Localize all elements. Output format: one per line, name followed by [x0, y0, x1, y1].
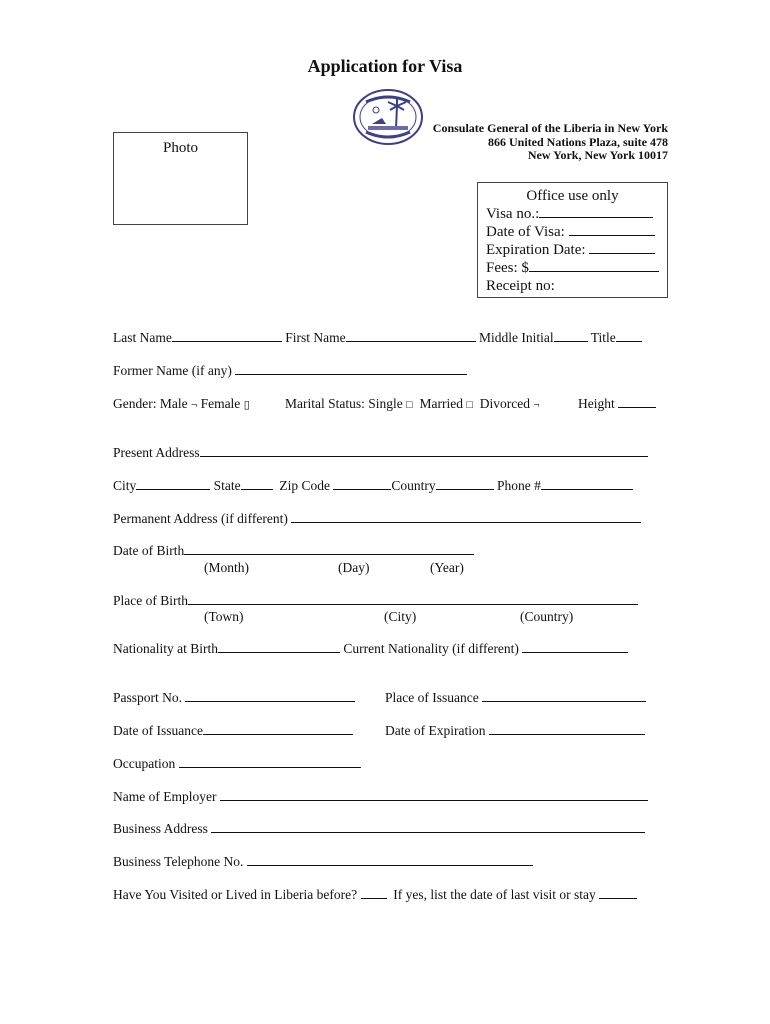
place-of-birth-field[interactable] [188, 593, 638, 605]
date-of-birth-row [113, 543, 474, 559]
business-telephone-label: Business Telephone No. [113, 854, 244, 869]
middle-initial-label: Middle Initial [478, 330, 554, 345]
consulate-address-line2: New York, New York 10017 [527, 148, 668, 162]
passport-no-field[interactable] [185, 690, 355, 702]
business-address-label: Business Address [113, 821, 208, 836]
visa-no-field[interactable] [539, 206, 653, 218]
photo-box[interactable] [113, 132, 248, 225]
consulate-info [380, 122, 668, 163]
last-name-field[interactable] [172, 330, 282, 342]
business-address-row [113, 821, 645, 837]
permanent-address-label: Permanent Address (if different) [113, 511, 288, 526]
marital-status-label: Marital Status: Single [285, 396, 403, 411]
title-label: Title [590, 330, 616, 345]
date-of-visa-line [486, 224, 655, 241]
receipt-no-label: Receipt no: [486, 278, 555, 294]
female-checkbox-icon[interactable]: ▯ [243, 399, 250, 411]
consulate-address-line1: 866 United Nations Plaza, suite 478 [488, 134, 668, 149]
middle-initial-field[interactable] [554, 330, 588, 342]
date-of-issuance-row [113, 723, 353, 739]
former-name-field[interactable] [235, 363, 467, 375]
page-title: Application for Visa [307, 56, 463, 76]
place-of-issuance-row [385, 690, 646, 706]
visa-no-label: Visa no.: [486, 206, 540, 222]
height-field[interactable] [618, 396, 656, 408]
expiration-date-label: Expiration Date: [486, 242, 586, 258]
date-of-birth-field[interactable] [184, 543, 474, 555]
business-telephone-field[interactable] [247, 854, 533, 866]
business-address-field[interactable] [211, 821, 645, 833]
pob-town-hint: (Town) [204, 609, 244, 624]
height-label: Height [578, 396, 615, 411]
date-of-birth-label: Date of Birth [113, 543, 185, 558]
if-yes-label: If yes, list the date of last visit or stay [393, 887, 596, 902]
date-of-visa-label: Date of Visa: [486, 224, 565, 240]
dob-day-hint: (Day) [338, 560, 370, 575]
nationality-at-birth-label: Nationality at Birth [113, 641, 218, 656]
single-checkbox-icon[interactable]: □ [406, 399, 413, 411]
title-field[interactable] [616, 330, 642, 342]
date-of-expiration-row [385, 723, 645, 739]
former-name-label: Former Name (if any) [113, 363, 232, 378]
country-label: Country [391, 478, 436, 493]
name-row [113, 330, 642, 346]
married-checkbox-icon[interactable]: □ [466, 399, 474, 411]
passport-no-row [113, 690, 355, 706]
name-of-employer-label: Name of Employer [113, 789, 217, 804]
present-address-field[interactable] [200, 445, 648, 457]
current-nationality-field[interactable] [522, 641, 628, 653]
gender-row [113, 396, 250, 412]
date-of-visa-field[interactable] [569, 224, 655, 236]
current-nationality-label: Current Nationality (if different) [343, 641, 519, 656]
former-name-row [113, 363, 467, 379]
occupation-row [113, 756, 361, 772]
female-label: Female [200, 396, 241, 411]
permanent-address-field[interactable] [291, 511, 641, 523]
visa-no-line [486, 206, 653, 223]
visited-liberia-field[interactable] [361, 887, 387, 899]
expiration-date-field[interactable] [589, 242, 655, 254]
date-of-expiration-field[interactable] [489, 723, 645, 735]
dob-year-hint: (Year) [430, 560, 464, 575]
photo-label: Photo [162, 140, 198, 156]
present-address-label: Present Address [113, 445, 200, 460]
permanent-address-row [113, 511, 641, 527]
nationality-row [113, 641, 628, 657]
occupation-label: Occupation [113, 756, 176, 771]
gender-label: Gender: Male [113, 396, 188, 411]
pob-country-hint: (Country) [520, 609, 574, 624]
first-name-field[interactable] [346, 330, 476, 342]
visited-liberia-row [113, 887, 637, 903]
marital-status-row [285, 396, 540, 412]
place-of-issuance-field[interactable] [482, 690, 646, 702]
nationality-at-birth-field[interactable] [218, 641, 340, 653]
employer-row [113, 789, 648, 805]
fees-line [486, 260, 659, 277]
zip-code-field[interactable] [333, 478, 391, 490]
first-name-label: First Name [285, 330, 346, 345]
date-of-expiration-label: Date of Expiration [385, 723, 486, 738]
zip-code-label: Zip Code [279, 478, 331, 493]
country-field[interactable] [436, 478, 494, 490]
phone-field[interactable] [541, 478, 633, 490]
state-field[interactable] [241, 478, 273, 490]
phone-label: Phone # [497, 478, 541, 493]
city-row [113, 478, 633, 494]
expiration-date-line [486, 242, 655, 259]
office-use-box [477, 182, 668, 298]
dob-month-hint: (Month) [204, 560, 249, 575]
passport-no-label: Passport No. [113, 690, 183, 705]
last-visit-field[interactable] [599, 887, 637, 899]
male-checkbox-icon[interactable]: ¬ [190, 399, 198, 411]
married-label: Married [419, 396, 464, 411]
name-of-employer-field[interactable] [220, 789, 648, 801]
city-field[interactable] [136, 478, 210, 490]
place-of-birth-label: Place of Birth [113, 593, 188, 608]
present-address-row [113, 445, 648, 461]
date-of-issuance-label: Date of Issuance [113, 723, 203, 738]
divorced-label: Divorced [479, 396, 531, 411]
height-row [578, 396, 656, 412]
office-use-title: Office use only [526, 188, 619, 204]
city-label: City [113, 478, 137, 493]
place-of-issuance-label: Place of Issuance [385, 690, 479, 705]
state-label: State [213, 478, 241, 493]
consulate-name: Consulate General of the Liberia in New York [432, 121, 668, 135]
fees-field[interactable] [529, 260, 659, 272]
occupation-field[interactable] [179, 756, 361, 768]
visited-liberia-label: Have You Visited or Lived in Liberia before? [113, 887, 358, 902]
last-name-label: Last Name [113, 330, 172, 345]
receipt-no-line [486, 278, 555, 295]
fees-label: Fees: $ [486, 260, 529, 276]
date-of-issuance-field[interactable] [203, 723, 353, 735]
business-telephone-row [113, 854, 533, 870]
place-of-birth-row [113, 593, 638, 609]
divorced-checkbox-icon[interactable]: ¬ [533, 399, 540, 411]
pob-city-hint: (City) [384, 609, 417, 624]
